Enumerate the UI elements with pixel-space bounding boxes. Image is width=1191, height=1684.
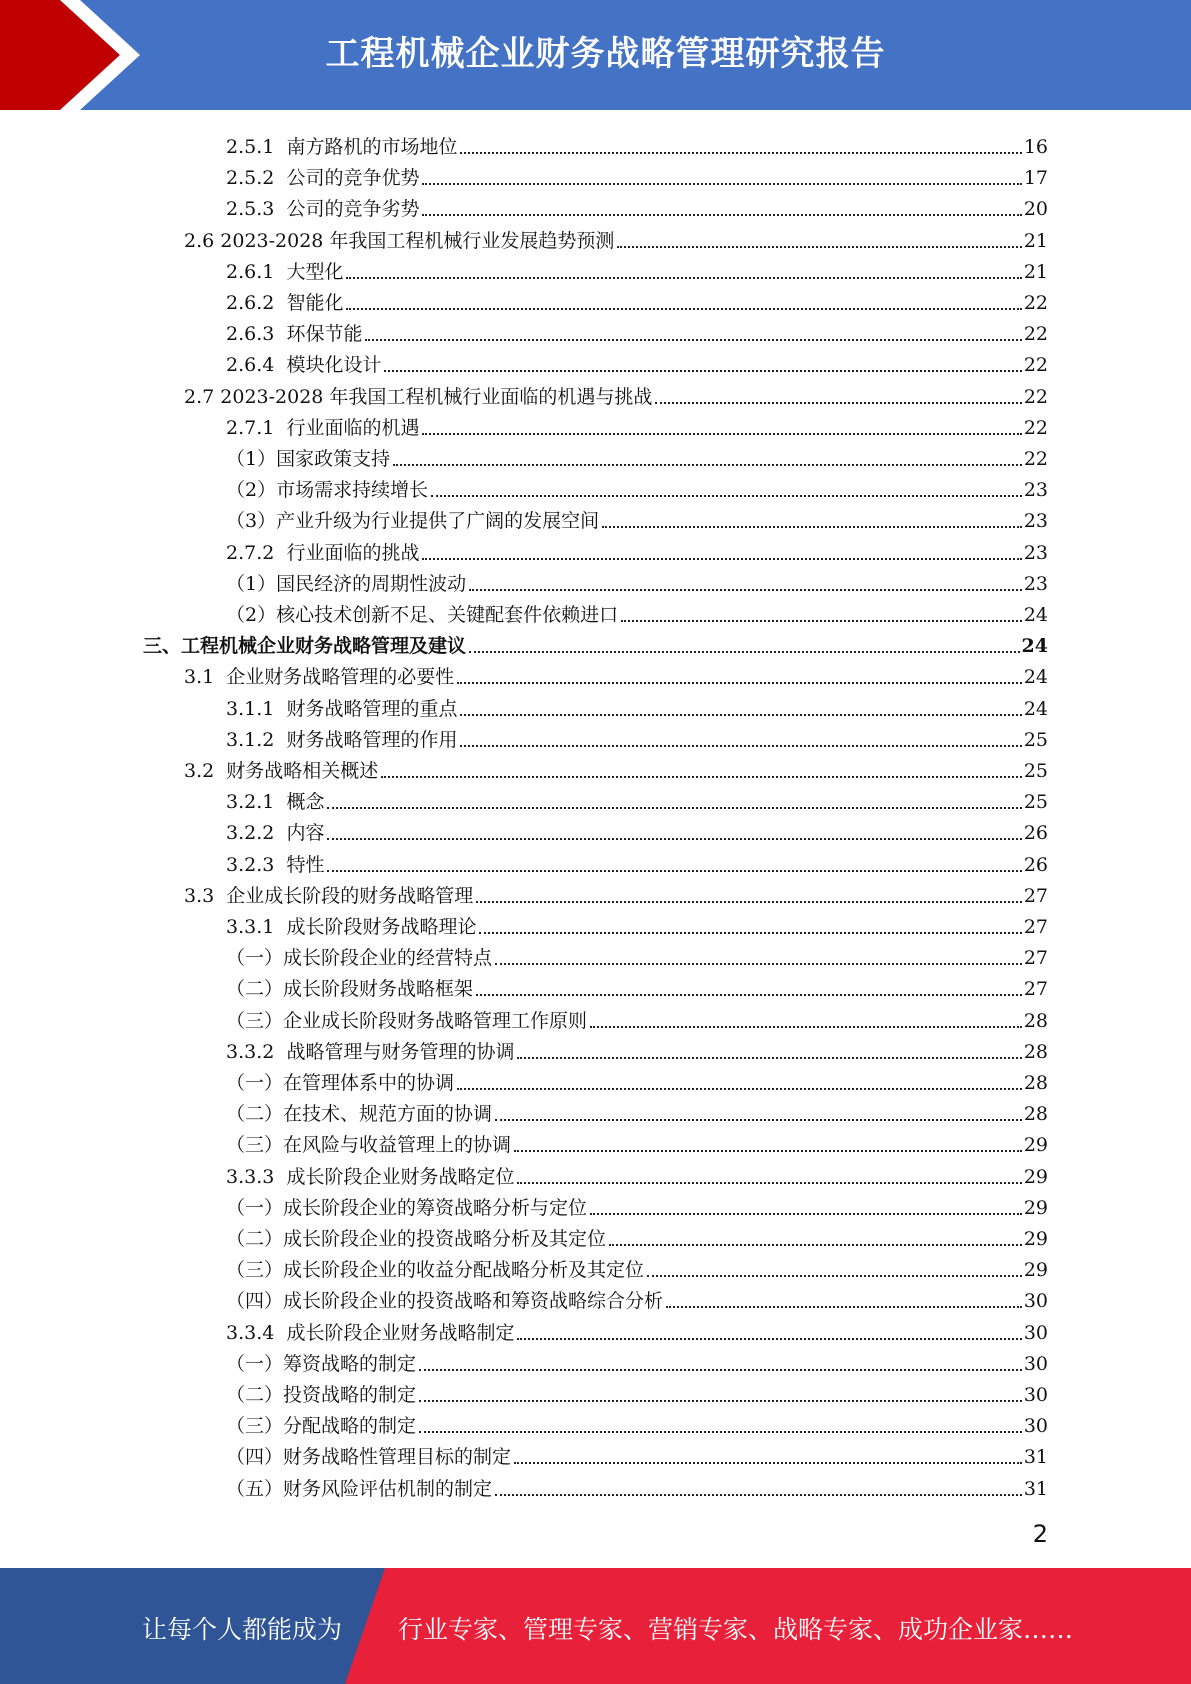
toc-entry[interactable]: [226, 159, 1048, 190]
toc-entry-page: 29: [1023, 1165, 1048, 1188]
toc-entry-label: [226, 541, 419, 565]
toc-entry-text: 成长阶段企业的投资战略分析及其定位: [283, 1228, 607, 1250]
toc-entry-text: 大型化: [286, 260, 344, 283]
toc-entry-number: 2.7.2: [226, 541, 287, 564]
toc-entry-number: 3.2.2: [226, 822, 287, 845]
toc-dot-leader: [422, 432, 1021, 435]
toc-entry-page: 21: [1023, 260, 1048, 283]
toc-entry-text: 筹资战略的制定: [283, 1352, 417, 1375]
toc-entry-label: [226, 572, 466, 596]
toc-entry[interactable]: [143, 627, 1048, 658]
report-footer: [0, 1568, 1191, 1684]
toc-entry-text: 工程机械企业财务战略管理及建议: [181, 635, 467, 658]
page-number: 2: [1032, 1520, 1048, 1548]
toc-entry-label: [226, 322, 362, 346]
toc-entry[interactable]: [226, 1220, 1048, 1251]
toc-entry-label: [226, 509, 599, 533]
toc-dot-leader: [327, 869, 1021, 872]
toc-entry[interactable]: [226, 1002, 1048, 1033]
toc-entry-page: 30: [1023, 1384, 1048, 1406]
toc-entry-number: 2.7.1: [226, 416, 287, 439]
toc-entry-text: 成长阶段企业财务战略制定: [286, 1321, 515, 1344]
toc-entry-number: 2.6.1: [226, 260, 287, 283]
toc-entry-label: [184, 229, 614, 253]
toc-entry-page: 23: [1023, 541, 1048, 564]
toc-entry[interactable]: [226, 939, 1048, 970]
toc-entry-text: 环保节能: [286, 323, 363, 346]
toc-entry-page: 22: [1023, 448, 1048, 470]
toc-dot-leader: [617, 245, 1021, 248]
toc-entry[interactable]: [226, 1376, 1048, 1407]
toc-entry-text: 智能化: [286, 292, 344, 314]
toc-entry-label: [143, 634, 466, 658]
toc-entry-text: 概念: [286, 791, 325, 814]
toc-entry-number: 3.3.2: [226, 1040, 287, 1063]
toc-entry-page: 31: [1023, 1446, 1048, 1469]
toc-entry-text: 企业成长阶段的财务战略管理: [226, 884, 474, 907]
toc-entry[interactable]: [184, 222, 1048, 253]
toc-entry-label: [226, 697, 457, 721]
toc-entry[interactable]: [226, 1189, 1048, 1220]
toc-dot-leader: [469, 588, 1022, 591]
toc-dot-leader: [514, 1461, 1022, 1464]
toc-entry[interactable]: [226, 1158, 1048, 1189]
toc-dot-leader: [666, 1305, 1022, 1308]
toc-entry-number: （1）: [226, 572, 277, 595]
toc-entry-number: 2.6.4: [226, 354, 287, 377]
toc-entry-text: 成长阶段企业财务战略定位: [286, 1165, 515, 1188]
toc-entry-page: 29: [1023, 1228, 1048, 1250]
toc-entry-number: （1）: [226, 448, 277, 470]
toc-entry-label: [226, 603, 618, 627]
toc-entry-page: 26: [1023, 822, 1048, 845]
toc-entry[interactable]: [226, 783, 1048, 814]
toc-entry-text: 战略管理与财务管理的协调: [286, 1040, 515, 1063]
toc-entry[interactable]: [226, 1470, 1048, 1501]
toc-dot-leader: [469, 650, 1020, 653]
toc-dot-leader: [346, 276, 1021, 279]
toc-entry-number: （二）: [226, 1228, 284, 1250]
toc-entry-page: 24: [1021, 635, 1048, 658]
toc-dot-leader: [460, 744, 1021, 747]
toc-entry[interactable]: [226, 721, 1048, 752]
footer-slogan-right: 行业专家、管理专家、营销专家、战略专家、成功企业家……: [398, 1615, 1074, 1644]
toc-entry-label: [226, 1040, 514, 1064]
toc-entry[interactable]: [226, 502, 1048, 533]
toc-entry-page: 22: [1023, 416, 1048, 439]
toc-entry-label: [184, 884, 473, 908]
toc-entry-label: [226, 821, 324, 845]
toc-dot-leader: [419, 1430, 1022, 1433]
toc-dot-leader: [517, 1337, 1021, 1340]
toc-entry-text: 成长阶段企业的经营特点: [283, 947, 493, 970]
toc-entry-label: [226, 1133, 511, 1157]
toc-dot-leader: [457, 1087, 1022, 1090]
toc-entry-text: 产业升级为行业提供了广阔的发展空间: [276, 510, 600, 533]
toc-dot-leader: [479, 931, 1021, 934]
toc-entry-number: 3.1: [184, 666, 227, 689]
toc-entry-number: （三）: [226, 1259, 284, 1282]
toc-entry[interactable]: [226, 1345, 1048, 1376]
toc-entry-text: 市场需求持续增长: [276, 479, 429, 502]
toc-entry-page: 23: [1023, 510, 1048, 533]
report-header: [0, 0, 1191, 110]
toc-dot-leader: [327, 837, 1021, 840]
toc-entry-text: 投资战略的制定: [283, 1384, 417, 1406]
toc-entry-label: [226, 853, 324, 877]
toc-entry-text: 公司的竞争优势: [286, 167, 420, 190]
toc-entry-page: 29: [1023, 1196, 1048, 1219]
toc-entry[interactable]: [184, 877, 1048, 908]
toc-entry[interactable]: [226, 284, 1048, 315]
toc-entry-number: 2.6.3: [226, 323, 287, 346]
toc-entry-label: [226, 1102, 492, 1126]
toc-entry-page: 25: [1023, 791, 1048, 814]
toc-entry-page: 27: [1023, 947, 1048, 970]
toc-entry-text: 成长阶段财务战略理论: [286, 916, 477, 938]
toc-dot-leader: [590, 1212, 1022, 1215]
toc-entry[interactable]: [226, 1407, 1048, 1438]
toc-entry-page: 29: [1023, 1134, 1048, 1157]
toc-entry-label: [226, 728, 457, 752]
toc-entry-text: 2023-2028 年我国工程机械行业面临的机遇与挑战: [220, 385, 653, 408]
toc-dot-leader: [327, 806, 1021, 809]
toc-dot-leader: [381, 775, 1022, 778]
toc-entry-page: 28: [1023, 1040, 1048, 1063]
toc-entry-text: 2023-2028 年我国工程机械行业发展趋势预测: [220, 229, 615, 252]
toc-entry[interactable]: [226, 1126, 1048, 1157]
toc-entry-label: [226, 946, 492, 970]
toc-entry-label: [226, 353, 381, 377]
toc-entry-text: 在技术、规范方面的协调: [283, 1103, 493, 1126]
toc-entry-page: 23: [1023, 479, 1048, 502]
toc-dot-leader: [422, 213, 1021, 216]
toc-entry-page: 20: [1023, 198, 1048, 221]
toc-entry-label: [226, 790, 324, 814]
toc-entry-text: 模块化设计: [286, 354, 382, 377]
toc-entry-page: 30: [1023, 1290, 1048, 1313]
toc-entry-text: 国民经济的周期性波动: [276, 572, 467, 595]
toc-entry-number: 2.6: [184, 229, 221, 252]
toc-entry-text: 成长阶段企业的收益分配战略分析及其定位: [283, 1259, 645, 1282]
toc-entry[interactable]: [226, 471, 1048, 502]
toc-entry-text: 财务战略性管理目标的制定: [283, 1446, 512, 1469]
toc-dot-leader: [495, 1493, 1022, 1496]
toc-entry-text: 财务战略管理的作用: [286, 728, 458, 751]
toc-entry-label: [226, 1383, 416, 1407]
toc-entry[interactable]: [226, 128, 1048, 159]
toc-entry-number: （一）: [226, 1196, 284, 1219]
toc-entry-text: 成长阶段财务战略框架: [283, 978, 474, 1001]
toc-entry-page: 27: [1023, 978, 1048, 1001]
toc-entry-label: [226, 1071, 454, 1095]
toc-entry-text: 在管理体系中的协调: [283, 1072, 455, 1094]
toc-entry-label: [184, 759, 378, 783]
toc-entry-page: 28: [1023, 1072, 1048, 1094]
toc-entry-label: [226, 1477, 492, 1501]
toc-dot-leader: [460, 713, 1021, 716]
toc-entry-label: [226, 915, 476, 939]
toc-entry-label: [226, 1196, 587, 1220]
toc-entry-number: （三）: [226, 1009, 284, 1032]
toc-entry-number: （三）: [226, 1134, 284, 1157]
toc-entry[interactable]: [226, 970, 1048, 1001]
toc-entry[interactable]: [184, 378, 1048, 409]
toc-entry-text: 成长阶段企业的投资战略和筹资战略综合分析: [283, 1290, 664, 1313]
toc-entry-page: 28: [1023, 1009, 1048, 1032]
toc-entry-page: 29: [1023, 1259, 1048, 1282]
toc-entry-label: [226, 135, 457, 159]
toc-dot-leader: [647, 1274, 1022, 1277]
toc-entry[interactable]: [226, 253, 1048, 284]
toc-entry[interactable]: [226, 690, 1048, 721]
toc-entry-page: 28: [1023, 1103, 1048, 1126]
toc-entry-label: [226, 1009, 587, 1033]
toc-entry-page: 24: [1023, 604, 1048, 626]
toc-entry-label: [226, 1289, 663, 1313]
toc-entry[interactable]: [226, 1033, 1048, 1064]
toc-entry[interactable]: [226, 1251, 1048, 1282]
toc-entry-number: （2）: [226, 479, 277, 502]
toc-entry-number: 3.1.2: [226, 728, 287, 751]
toc-entry-text: 核心技术创新不足、关键配套件依赖进口: [276, 604, 619, 626]
toc-dot-leader: [431, 494, 1022, 497]
toc-entry[interactable]: [226, 346, 1048, 377]
toc-dot-leader: [460, 151, 1021, 154]
toc-dot-leader: [514, 1149, 1022, 1152]
toc-entry-number: （二）: [226, 1103, 284, 1126]
toc-entry-text: 企业财务战略管理的必要性: [226, 666, 455, 689]
toc-entry-page: 30: [1023, 1321, 1048, 1344]
report-title: 工程机械企业财务战略管理研究报告: [325, 34, 886, 74]
toc-entry-number: （一）: [226, 1352, 284, 1375]
toc-dot-leader: [476, 900, 1022, 903]
toc-entry-page: 22: [1023, 323, 1048, 346]
toc-entry-label: [226, 1227, 606, 1251]
toc-dot-leader: [419, 1399, 1022, 1402]
toc-entry-label: [184, 665, 454, 689]
toc-entry[interactable]: [226, 565, 1048, 596]
toc-dot-leader: [422, 557, 1021, 560]
footer-slogan-left: 让每个人都能成为: [142, 1615, 343, 1644]
toc-entry[interactable]: [184, 658, 1048, 689]
toc-entry[interactable]: [226, 440, 1048, 471]
toc-entry-label: [226, 416, 419, 440]
toc-entry-number: 3.3: [184, 884, 227, 907]
toc-entry-number: （一）: [226, 1072, 284, 1094]
toc-entry-label: [226, 1258, 644, 1282]
toc-entry-text: 分配战略的制定: [283, 1415, 417, 1438]
toc-entry-number: （五）: [226, 1477, 284, 1500]
toc-entry[interactable]: [226, 1438, 1048, 1469]
toc-entry-number: （2）: [226, 604, 277, 626]
toc-entry-text: 南方路机的市场地位: [286, 136, 458, 158]
toc-entry-number: 3.2.1: [226, 791, 287, 814]
toc-entry-number: 2.6.2: [226, 292, 287, 314]
toc-entry-text: 行业面临的机遇: [286, 416, 420, 439]
toc-entry-text: 财务风险评估机制的制定: [283, 1477, 493, 1500]
toc-entry[interactable]: [226, 1282, 1048, 1313]
toc-entry-page: 17: [1023, 167, 1048, 190]
toc-entry-label: [226, 1165, 514, 1189]
toc-entry-number: 三、: [143, 635, 182, 658]
toc-entry[interactable]: [226, 190, 1048, 221]
toc-entry-page: 23: [1023, 572, 1048, 595]
toc-dot-leader: [495, 962, 1022, 965]
toc-dot-leader: [422, 182, 1021, 185]
toc-entry-page: 22: [1023, 385, 1048, 408]
toc-entry-number: （3）: [226, 510, 277, 533]
toc-dot-leader: [655, 401, 1021, 404]
toc-entry-page: 16: [1023, 136, 1048, 158]
toc-entry-page: 25: [1023, 760, 1048, 782]
toc-entry-label: [226, 260, 343, 284]
toc-entry-page: 30: [1023, 1415, 1048, 1438]
toc-entry-number: 3.2: [184, 760, 227, 782]
toc-dot-leader: [495, 1118, 1022, 1121]
toc-entry-label: [226, 478, 428, 502]
toc-entry-number: 2.7: [184, 385, 221, 408]
toc-entry-page: 26: [1023, 853, 1048, 876]
toc-dot-leader: [590, 1025, 1022, 1028]
toc-entry-text: 行业面临的挑战: [286, 541, 420, 564]
toc-dot-leader: [365, 338, 1021, 341]
toc-entry-number: 2.5.2: [226, 167, 287, 190]
toc-entry-label: [226, 1414, 416, 1438]
toc-entry[interactable]: [226, 1314, 1048, 1345]
toc-entry-page: 27: [1023, 884, 1048, 907]
toc-entry-text: 国家政策支持: [276, 448, 391, 470]
toc-entry-text: 财务战略相关概述: [226, 760, 379, 782]
toc-dot-leader: [419, 1368, 1022, 1371]
toc-entry-number: （四）: [226, 1290, 284, 1313]
toc-entry-label: [226, 1352, 416, 1376]
toc-entry-label: [226, 197, 419, 221]
toc-entry-number: （三）: [226, 1415, 284, 1438]
toc-entry-page: 31: [1023, 1477, 1048, 1500]
toc-dot-leader: [602, 525, 1022, 528]
toc-entry-page: 27: [1023, 916, 1048, 938]
toc-entry-number: 3.3.1: [226, 916, 287, 938]
toc-entry-label: [226, 447, 390, 471]
toc-dot-leader: [457, 681, 1022, 684]
toc-entry-text: 内容: [286, 822, 325, 845]
toc-dot-leader: [346, 307, 1021, 310]
toc-entry-text: 在风险与收益管理上的协调: [283, 1134, 512, 1157]
toc-entry[interactable]: [226, 814, 1048, 845]
toc-entry-page: 25: [1023, 728, 1048, 751]
toc-entry-page: 22: [1023, 292, 1048, 314]
toc-entry-label: [226, 977, 473, 1001]
toc-entry-text: 成长阶段企业的筹资战略分析与定位: [283, 1196, 588, 1219]
toc-entry-number: （四）: [226, 1446, 284, 1469]
toc-dot-leader: [476, 993, 1022, 996]
toc-entry-text: 企业成长阶段财务战略管理工作原则: [283, 1009, 588, 1032]
toc-dot-leader: [621, 619, 1022, 622]
toc-entry-number: 3.2.3: [226, 853, 287, 876]
toc-dot-leader: [609, 1243, 1022, 1246]
toc-entry-number: （二）: [226, 1384, 284, 1406]
toc-entry-page: 24: [1023, 697, 1048, 720]
toc-entry-text: 特性: [286, 853, 325, 876]
toc-entry-text: 财务战略管理的重点: [286, 697, 458, 720]
toc-entry-page: 21: [1023, 229, 1048, 252]
toc-entry-label: [226, 166, 419, 190]
toc-entry-number: 2.5.3: [226, 198, 287, 221]
toc-entry-number: （一）: [226, 947, 284, 970]
toc-dot-leader: [384, 369, 1021, 372]
toc-entry-label: [226, 1321, 514, 1345]
toc-entry-number: 3.1.1: [226, 697, 287, 720]
toc-entry-page: 22: [1023, 354, 1048, 377]
toc-entry-number: 3.3.4: [226, 1321, 287, 1344]
toc-entry-number: （二）: [226, 978, 284, 1001]
toc-dot-leader: [393, 463, 1022, 466]
toc-entry[interactable]: [226, 534, 1048, 565]
toc-entry[interactable]: [226, 315, 1048, 346]
toc-entry[interactable]: [226, 1095, 1048, 1126]
toc-entry-number: 3.3.3: [226, 1165, 287, 1188]
toc-entry[interactable]: [226, 1064, 1048, 1095]
toc-entry-page: 24: [1023, 666, 1048, 689]
toc-entry-number: 2.5.1: [226, 136, 287, 158]
toc-entry[interactable]: [226, 908, 1048, 939]
toc-entry-text: 公司的竞争劣势: [286, 198, 420, 221]
toc-dot-leader: [517, 1056, 1021, 1059]
toc-entry[interactable]: [184, 752, 1048, 783]
toc-entry-page: 30: [1023, 1352, 1048, 1375]
toc-entry[interactable]: [226, 596, 1048, 627]
toc-entry-label: [226, 1445, 511, 1469]
toc-entry[interactable]: [226, 846, 1048, 877]
toc-dot-leader: [517, 1181, 1021, 1184]
toc-entry[interactable]: [226, 409, 1048, 440]
toc-entry-label: [226, 291, 343, 315]
toc-entry-label: [184, 385, 652, 409]
